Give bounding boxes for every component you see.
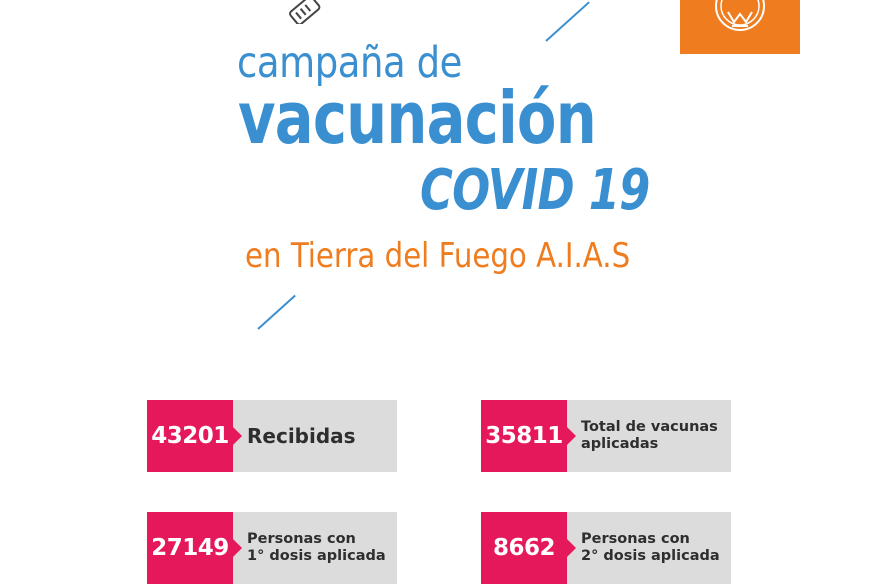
headline-location: en Tierra del Fuego A.I.A.S bbox=[245, 236, 631, 276]
stat-card-received bbox=[147, 400, 397, 472]
stat-label: Total de vacunas aplicadas bbox=[581, 419, 718, 452]
logo-box bbox=[680, 0, 800, 54]
headline-covid: COVID 19 bbox=[420, 158, 650, 223]
stat-value: 35811 bbox=[481, 400, 567, 472]
stat-value: 43201 bbox=[147, 400, 233, 472]
stat-label: Recibidas bbox=[247, 423, 356, 448]
stat-value: 27149 bbox=[147, 512, 233, 584]
stat-label: Personas con 2° dosis aplicada bbox=[581, 531, 720, 564]
stat-card-second-dose bbox=[481, 512, 731, 584]
decorative-line-top bbox=[545, 1, 589, 41]
decorative-line-bottom bbox=[257, 295, 295, 330]
stat-card-first-dose bbox=[147, 512, 397, 584]
stat-value: 8662 bbox=[481, 512, 567, 584]
stat-label: Personas con 1° dosis aplicada bbox=[247, 531, 386, 564]
stat-card-total-applied bbox=[481, 400, 731, 472]
headline-vaccination: vacunación bbox=[238, 76, 596, 160]
provincial-seal-icon bbox=[710, 0, 770, 40]
headline-campaign: campaña de bbox=[237, 38, 462, 88]
corner-badge-icon bbox=[286, 0, 326, 24]
